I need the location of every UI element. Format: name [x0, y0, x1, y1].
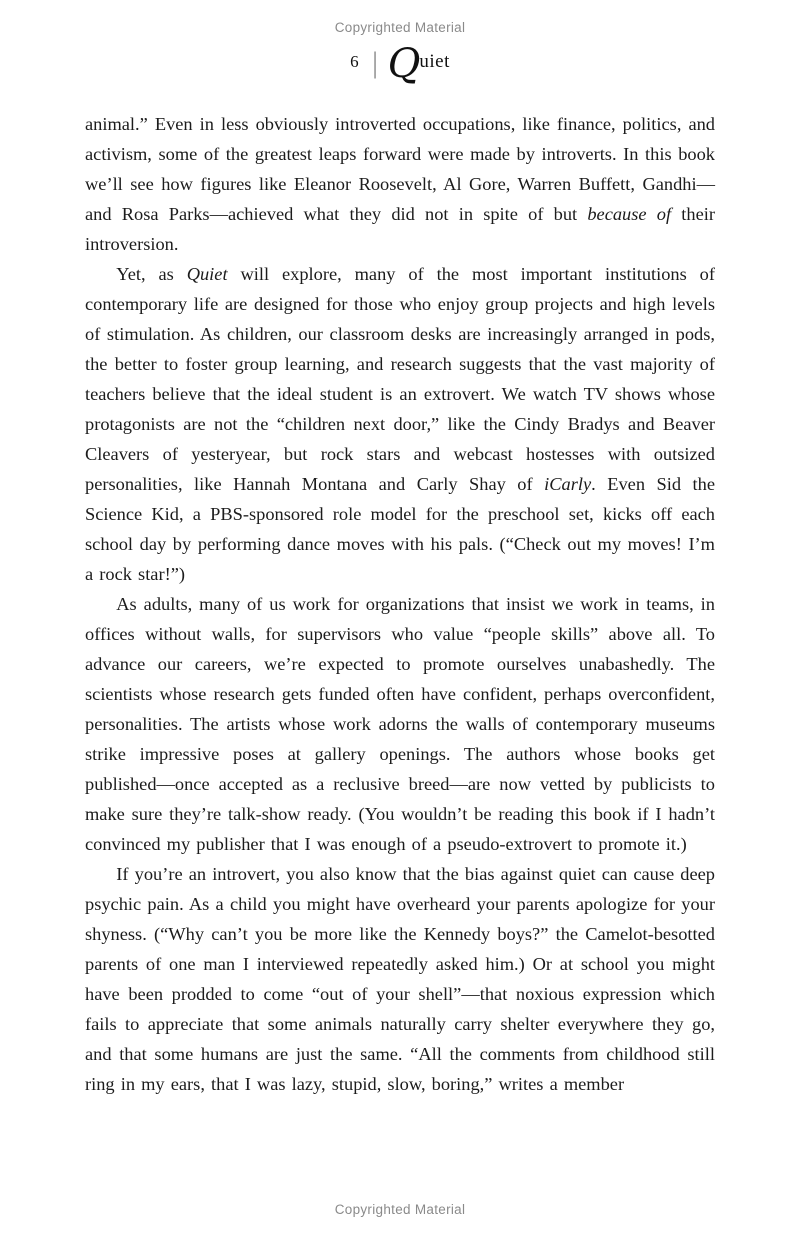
- page-number: 6: [350, 52, 360, 71]
- body-paragraphs: [85, 109, 715, 1099]
- paragraph: Yet, as Quiet will explore, many of the most important institutions of contemporary life are designed for those who enjoy group projects and high levels of stimulation. As children, our classroom desks are increasingly arranged in pods, the better to foster group learning, and research suggests that the vast majority of teachers believe that the ideal student is an extrovert. We watch TV shows whose protagonists are not the “children next door,” like the Cindy Bradys and Beaver Cleavers of yesteryear, but rock stars and webcast hostesses with outsized personalities, like Hannah Montana and Carly Shay of iCarly. Even Sid the Science Kid, a PBS-sponsored role model for the preschool set, kicks off each school day by performing dance moves with his pals. (“Check out my moves! I’m a rock star!”): [85, 264, 715, 584]
- page-header: [85, 39, 715, 85]
- paragraph: If you’re an introvert, you also know that the bias against quiet can cause deep psychic pain. As a child you might have overheard your parents apologize for your shyness. (“Why can’t you be more like the Kennedy boys?” the Camelot-besotted parents of one man I interviewed repeatedly asked him.) Or at school you might have been prodded to come “out of your shell”—that noxious expression which fails to appreciate that some animals naturally carry shelter everywhere they go, and that some humans are just the same. “All the comments from childhood still ring in my ears, that I was lazy, stupid, slow, boring,” writes a member: [85, 864, 715, 1094]
- copyright-notice-top: Copyrighted Material: [334, 20, 466, 35]
- copyright-notice-bottom: Copyrighted Material: [334, 1202, 466, 1217]
- header-separator: |: [372, 46, 377, 79]
- book-title: [387, 41, 450, 87]
- book-title-rest: uiet: [419, 51, 450, 72]
- paragraph: As adults, many of us work for organizations that insist we work in teams, in offices without walls, for supervisors who value “people skills” above all. To advance our careers, we’re expected to promote ourselves unabashedly. The scientists whose research gets funded often have confident, perhaps overconfident, personalities. The artists whose work adorns the walls of contemporary museums strike impressive poses at gallery openings. The authors whose books get published—once accepted as a reclusive breed—are now vetted by publicists to make sure they’re talk-show ready. (You wouldn’t be reading this book if I hadn’t convinced my publisher that I was enough of a pseudo-extrovert to promote it.): [85, 594, 715, 854]
- book-title-initial: Q: [387, 41, 420, 87]
- paragraph: animal.” Even in less obviously introverted occupations, like finance, politics, and activism, some of the greatest leaps forward were made by introverts. In this book we’ll see how figures like Eleanor Roosevelt, Al Gore, Warren Buffett, Gandhi—and Rosa Parks—achieved what they did not in spite of but because of their introversion.: [85, 114, 715, 254]
